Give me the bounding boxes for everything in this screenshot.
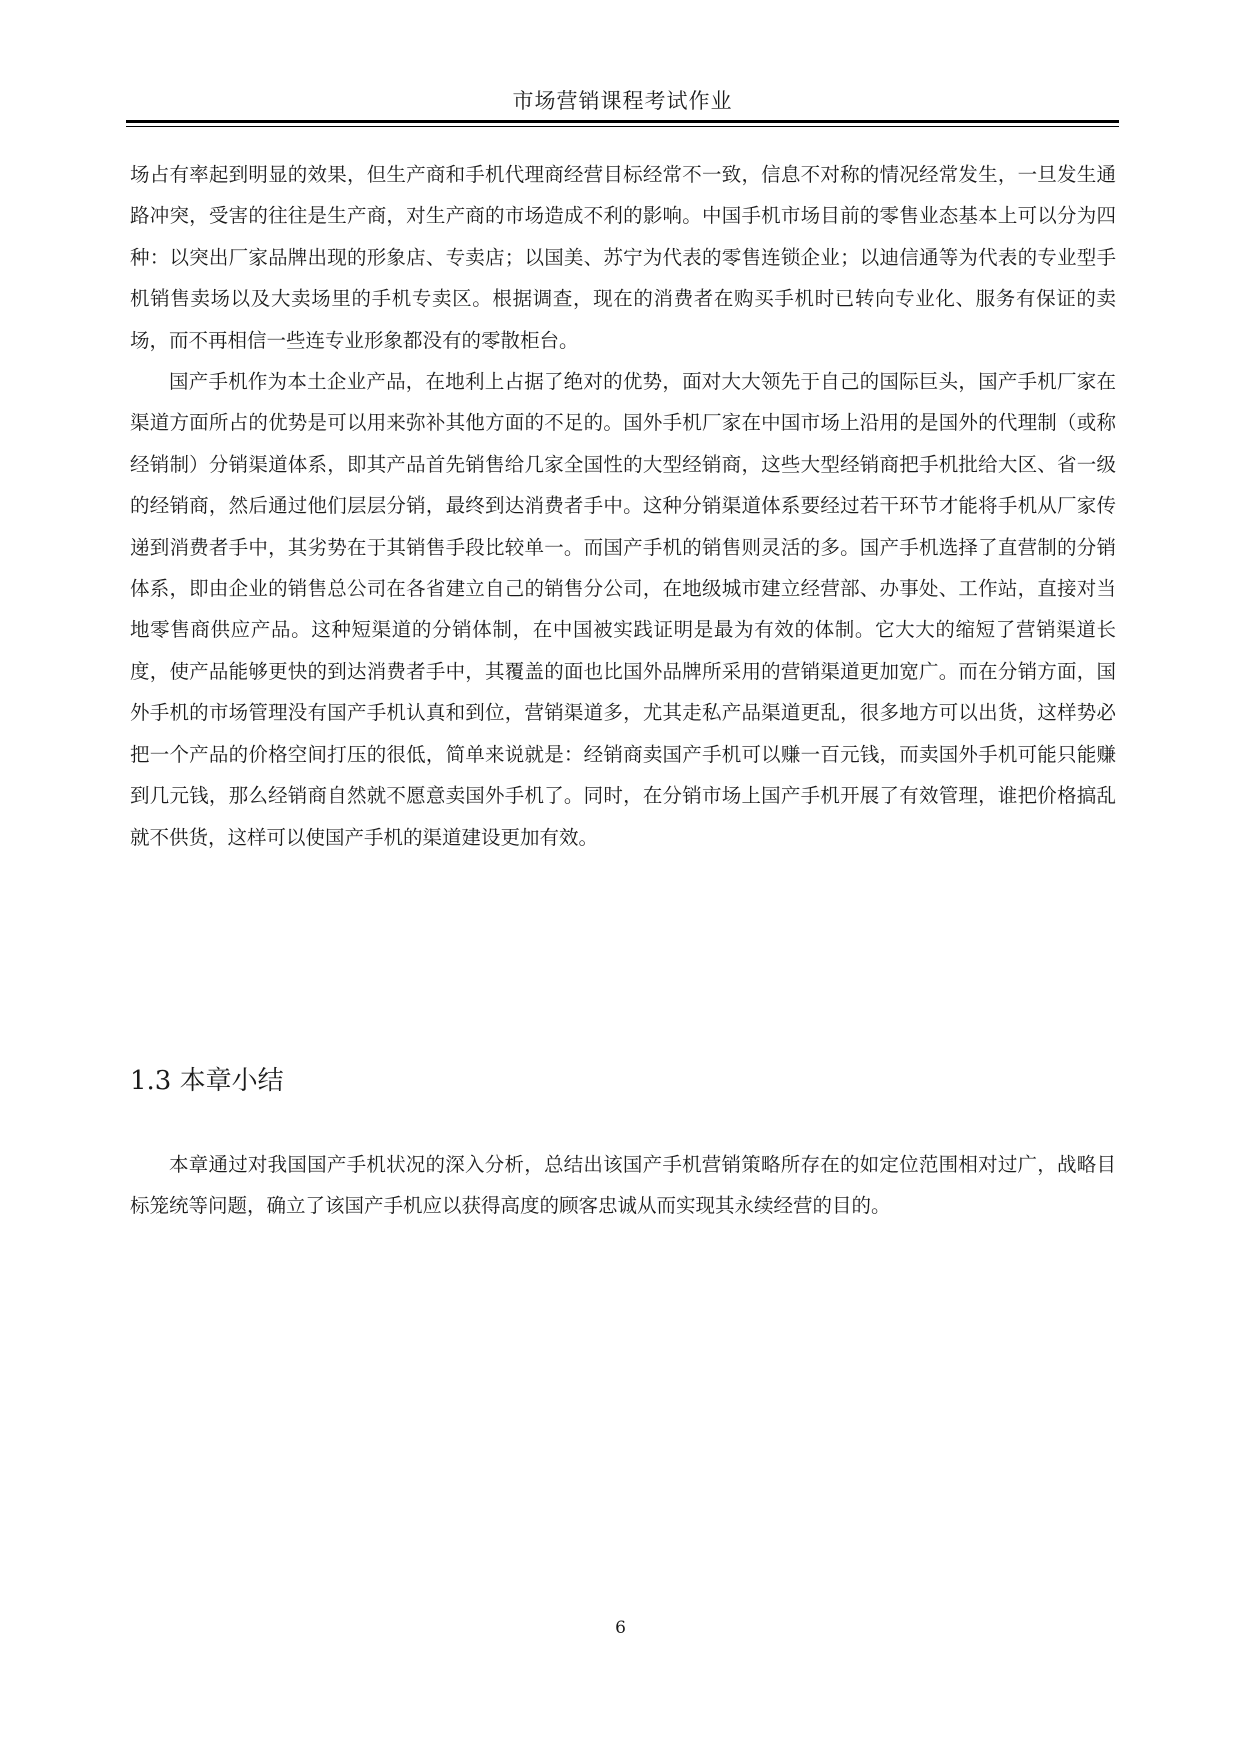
section-summary bbox=[130, 1144, 1116, 1227]
header-rule-thin bbox=[126, 126, 1119, 127]
page-header-title: 市场营销课程考试作业 bbox=[512, 89, 733, 113]
page-number: 6 bbox=[615, 1618, 626, 1638]
body-paragraph-continued: 场占有率起到明显的效果，但生产商和手机代理商经营目标经常不一致，信息不对称的情况经常发生，一旦发生通路冲突，受害的往往是生产商，对生产商的市场造成不利的影响。中国手机市场目前的零售业态基本上可以分为四种：以突出厂家品牌出现的形象店、专卖店；以国美、苏宁为代表的零售连锁企业；以迪信通等为代表的专业型手机销售卖场以及大卖场里的手机专卖区。根据调查，现在的消费者在购买手机时已转向专业化、服务有保证的卖场，而不再相信一些连专业形象都没有的零散柜台。 bbox=[130, 163, 1116, 352]
body-paragraph-channels: 国产手机作为本土企业产品，在地利上占据了绝对的优势，面对大大领先于自己的国际巨头，国产手机厂家在渠道方面所占的优势是可以用来弥补其他方面的不足的。国外手机厂家在中国市场上沿用的是国外的代理制（或称经销制）分销渠道体系，即其产品首先销售给几家全国性的大型经销商，这些大型经销商把手机批给大区、省一级的经销商，然后通过他们层层分销，最终到达消费者手中。这种分销渠道体系要经过若干环节才能将手机从厂家传递到消费者手中，其劣势在于其销售手段比较单一。而国产手机的销售则灵活的多。国产手机选择了直营制的分销体系，即由企业的销售总公司在各省建立自己的销售分公司，在地级城市建立经营部、办事处、工作站，直接对当地零售商供应产品。这种短渠道的分销体制，在中国被实践证明是最为有效的体制。它大大的缩短了营销渠道长度，使产品能够更快的到达消费者手中，其覆盖的面也比国外品牌所采用的营销渠道更加宽广。而在分销方面，国外手机的市场管理没有国产手机认真和到位，营销渠道多，尤其走私产品渠道更乱，很多地方可以出货，这样势必把一个产品的价格空间打压的很低，简单来说就是：经销商卖国产手机可以赚一百元钱，而卖国外手机可能只能赚到几元钱，那么经销商自然就不愿意卖国外手机了。同时，在分销市场上国产手机开展了有效管理，谁把价格搞乱就不供货，这样可以使国产手机的渠道建设更加有效。 bbox=[130, 370, 1116, 849]
summary-paragraph: 本章通过对我国国产手机状况的深入分析，总结出该国产手机营销策略所存在的如定位范围相对过广，战略目标笼统等问题，确立了该国产手机应以获得高度的顾客忠诚从而实现其永续经营的目的。 bbox=[130, 1153, 1116, 1218]
section-heading: 1.3 本章小结 bbox=[130, 1066, 284, 1096]
body-text bbox=[130, 154, 1116, 858]
header-rule-thick bbox=[126, 120, 1119, 123]
